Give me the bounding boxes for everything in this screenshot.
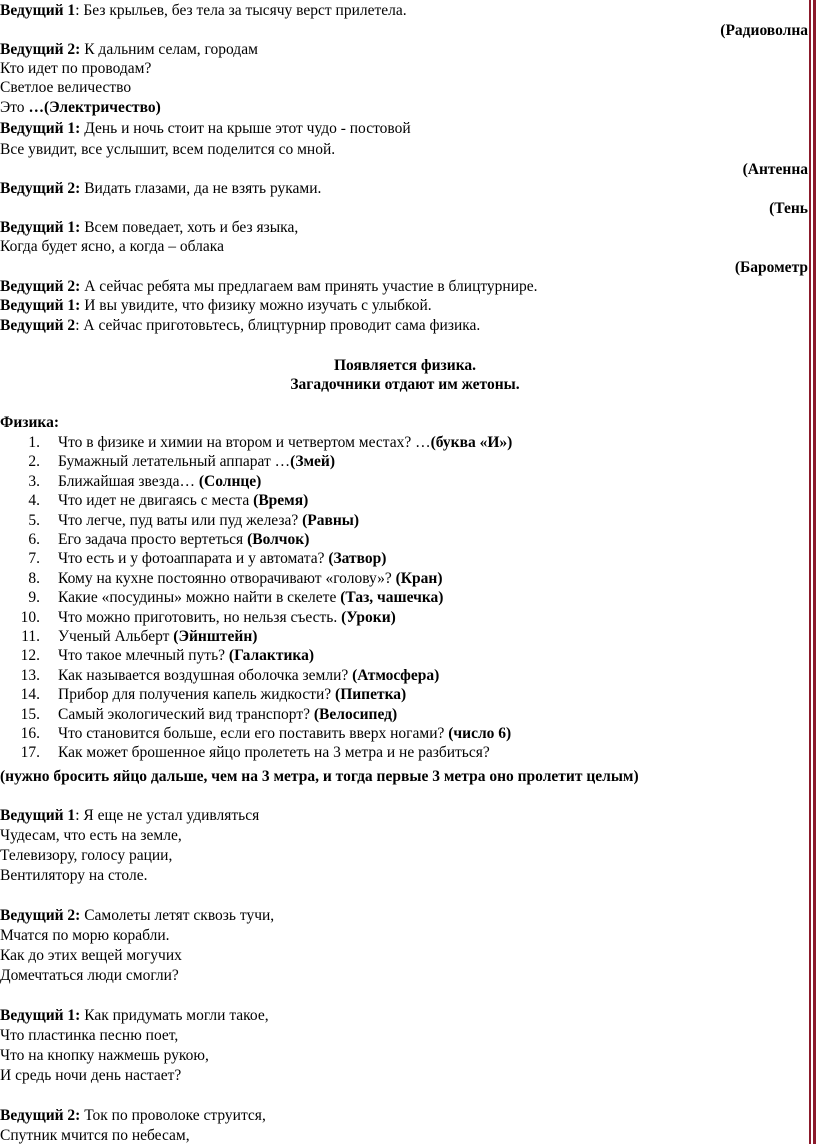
- answer-text: (Пипетка): [335, 686, 407, 704]
- answer-text: (Время): [253, 492, 309, 510]
- list-item-text: [58, 666, 439, 685]
- line-text: А сейчас приготовьтесь, блицтурнир проводит сама физика.: [83, 317, 481, 334]
- line: Все увидит, все услышит, всем поделится со мной.: [0, 141, 336, 158]
- list-item-text: [58, 608, 396, 627]
- line: [0, 119, 411, 138]
- question-text: Что в физике и химии на втором и четвертом местах? …: [58, 434, 431, 451]
- list-item: [0, 588, 800, 607]
- line: И средь ночи день настает?: [0, 1067, 182, 1084]
- line: [0, 1006, 269, 1025]
- list-item: [0, 491, 800, 510]
- question-text: Самый экологический вид транспорт?: [58, 705, 314, 723]
- question-text: Как может брошенное яйцо пролететь на 3 метра и не разбиться?: [58, 744, 490, 762]
- line: Кто идет по проводам?: [0, 60, 152, 77]
- answer-text: (Солнце): [198, 472, 262, 490]
- speaker-label: Ведущий 2: [0, 317, 76, 334]
- speaker-label: Ведущий 2:: [0, 41, 81, 58]
- list-item-number: 1.: [28, 434, 40, 451]
- speaker-label: Ведущий 1:: [0, 120, 81, 137]
- line: Вентилятору на столе.: [0, 867, 148, 884]
- list-item: [0, 549, 800, 568]
- answer-text: (Равны): [302, 511, 360, 529]
- line-text: Без крыльев, без тела за тысячу верст прилетела.: [83, 2, 407, 19]
- speaker-label: Ведущий 1: [0, 807, 76, 824]
- list-item-number: 9.: [28, 589, 40, 607]
- list-item-number: 16.: [20, 725, 40, 742]
- speaker-label: Ведущий 1:: [0, 1007, 81, 1024]
- list-item-text: [58, 588, 443, 607]
- list-item-text: [58, 724, 511, 743]
- line-text: Видать глазами, да не взять руками.: [84, 180, 322, 197]
- question-text: Кому на кухне постоянно отворачивают «голову»?: [58, 569, 396, 587]
- question-text: Что легче, пуд ваты или пуд железа?: [58, 511, 303, 529]
- answer-text: (Велосипед): [313, 705, 398, 723]
- riddle-answer: (Барометр: [734, 259, 808, 276]
- list-item-number: 8.: [28, 569, 40, 587]
- answer-text: (Атмосфера): [352, 666, 440, 684]
- riddle-answer: (Тень: [769, 200, 808, 217]
- question-text: Что идет не двигаясь с места: [58, 492, 254, 510]
- riddle-answer: (Антенна: [742, 161, 808, 178]
- line: [0, 179, 321, 198]
- list-item-number: 2.: [28, 453, 40, 471]
- list-item-number: 12.: [20, 647, 40, 665]
- riddle-answer: (Радиоволна: [720, 22, 808, 39]
- list-item: [0, 511, 800, 530]
- list-item: [0, 685, 800, 704]
- list-item: [0, 627, 800, 646]
- list-item-text: [58, 472, 261, 491]
- line: Телевизору, голосу рации,: [0, 847, 173, 864]
- answer-text: (Кран): [395, 569, 443, 587]
- riddle-answer: …(Электричество): [28, 99, 161, 116]
- speaker-label: Ведущий 1:: [0, 297, 81, 314]
- list-item: [0, 666, 800, 685]
- physics-heading: Физика:: [0, 414, 60, 431]
- line: [0, 296, 432, 315]
- question-text: Какие «посудины» можно найти в скелете: [58, 589, 341, 607]
- line: Это …(Электричество): [0, 99, 161, 116]
- line-text: А сейчас ребята мы предлагаем вам принять участие в блицтурнире.: [84, 278, 538, 295]
- line-text: К дальним селам, городам: [84, 41, 258, 58]
- list-item-number: 13.: [20, 666, 40, 684]
- list-item-number: 7.: [28, 550, 40, 568]
- line: Ведущий 1: Я еще не устал удивляться: [0, 807, 260, 824]
- list-item-text: [58, 491, 308, 510]
- line: Светлое величество: [0, 79, 132, 96]
- list-item-text: [58, 743, 490, 762]
- list-item-text: [58, 549, 386, 568]
- list-item-number: 15.: [20, 705, 40, 723]
- question-text: Что есть и у фотоаппарата и у автомата?: [58, 550, 329, 568]
- line: Чудесам, что есть на земле,: [0, 827, 182, 844]
- list-item: [0, 608, 800, 627]
- line: Что пластинка песню поет,: [0, 1027, 179, 1044]
- line: [0, 218, 298, 237]
- q17-answer: (нужно бросить яйцо дальше, чем на 3 метра, и тогда первые 3 метра оно пролетит целым): [0, 768, 639, 785]
- list-item: [0, 743, 800, 762]
- list-item-text: [58, 569, 443, 588]
- list-item-text: [58, 452, 335, 471]
- question-text: Что такое млечный путь?: [58, 647, 229, 665]
- stage-direction: Загадочники отдают им жетоны.: [290, 376, 520, 393]
- answer-text: (Таз, чашечка): [340, 589, 444, 607]
- stage-direction: Появляется физика.: [333, 357, 477, 374]
- line: [0, 277, 538, 296]
- page-border-line: [809, 0, 811, 1144]
- list-item-text: [58, 627, 257, 646]
- line: Как до этих вещей могучих: [0, 947, 182, 964]
- answer-text: (Эйнштейн): [173, 628, 258, 645]
- list-item-number: 5.: [28, 511, 40, 529]
- line: Спутник мчится по небесам,: [0, 1127, 190, 1144]
- list-item-text: [58, 685, 406, 704]
- list-item-number: 10.: [20, 608, 40, 626]
- list-item: [0, 646, 800, 665]
- line-text: Ток по проволоке струится,: [84, 1107, 266, 1124]
- question-text: Ученый Альберт: [58, 628, 174, 645]
- list-item: [0, 433, 800, 452]
- line-text: День и ночь стоит на крыше этот чудо - постовой: [84, 120, 411, 137]
- line-text: Как придумать могли такое,: [84, 1007, 269, 1024]
- list-item-number: 3.: [28, 472, 40, 490]
- line: [0, 1106, 266, 1125]
- speaker-label: Ведущий 2:: [0, 1107, 81, 1124]
- list-item: [0, 724, 800, 743]
- question-text: Что становится больше, если его поставить вверх ногами?: [58, 725, 449, 742]
- line: Домечтаться люди смогли?: [0, 967, 179, 984]
- line: [0, 40, 258, 59]
- line-text: Самолеты летят сквозь тучи,: [84, 907, 275, 924]
- question-text: Как называется воздушная оболочка земли?: [58, 666, 353, 684]
- line: Мчатся по морю корабли.: [0, 927, 170, 944]
- answer-text: (число 6): [448, 725, 512, 742]
- speaker-label: Ведущий 2:: [0, 278, 81, 295]
- speaker-label: Ведущий 2:: [0, 180, 81, 197]
- line: Ведущий 1: Без крыльев, без тела за тысячу верст прилетела.: [0, 2, 407, 19]
- answer-text: (Затвор): [328, 550, 387, 568]
- line: Когда будет ясно, а когда – облака: [0, 238, 224, 255]
- question-text: Его задача просто вертеться: [58, 531, 248, 548]
- list-item-text: [58, 511, 359, 530]
- line: Что на кнопку нажмешь рукою,: [0, 1047, 209, 1064]
- list-item: [0, 705, 800, 724]
- speaker-label: Ведущий 1:: [0, 219, 81, 236]
- line: [0, 906, 274, 925]
- list-item: [0, 530, 800, 549]
- list-item-number: 6.: [28, 531, 40, 548]
- list-item-number: 17.: [20, 744, 40, 762]
- answer-text: (Галактика): [228, 647, 314, 665]
- list-item-text: [58, 705, 397, 724]
- answer-text: (Волчок): [247, 531, 310, 548]
- answer-text: (буква «И»): [430, 434, 513, 451]
- list-item-text: [58, 433, 512, 452]
- speaker-label: Ведущий 1: [0, 2, 76, 19]
- answer-text: (Уроки): [341, 608, 396, 626]
- list-item-number: 4.: [28, 492, 40, 510]
- line-text: Всем поведает, хоть и без языка,: [84, 219, 299, 236]
- list-item-number: 11.: [21, 628, 40, 645]
- answer-text: (Змей): [290, 453, 336, 471]
- list-item-text: [58, 530, 309, 549]
- line-text: Я еще не устал удивляться: [83, 807, 260, 824]
- speaker-label: Ведущий 2:: [0, 907, 81, 924]
- list-item-number: 14.: [20, 686, 40, 704]
- list-item-text: [58, 646, 314, 665]
- list-item: [0, 569, 800, 588]
- line: Ведущий 2: А сейчас приготовьтесь, блицтурнир проводит сама физика.: [0, 317, 481, 334]
- question-text: Прибор для получения капель жидкости?: [58, 686, 336, 704]
- question-text: Что можно приготовить, но нельзя съесть.: [58, 608, 342, 626]
- line-text: И вы увидите, что физику можно изучать с улыбкой.: [84, 297, 432, 314]
- question-text: Ближайшая звезда…: [58, 472, 199, 490]
- question-text: Бумажный летательный аппарат …: [58, 453, 291, 471]
- list-item: [0, 452, 800, 471]
- list-item: [0, 472, 800, 491]
